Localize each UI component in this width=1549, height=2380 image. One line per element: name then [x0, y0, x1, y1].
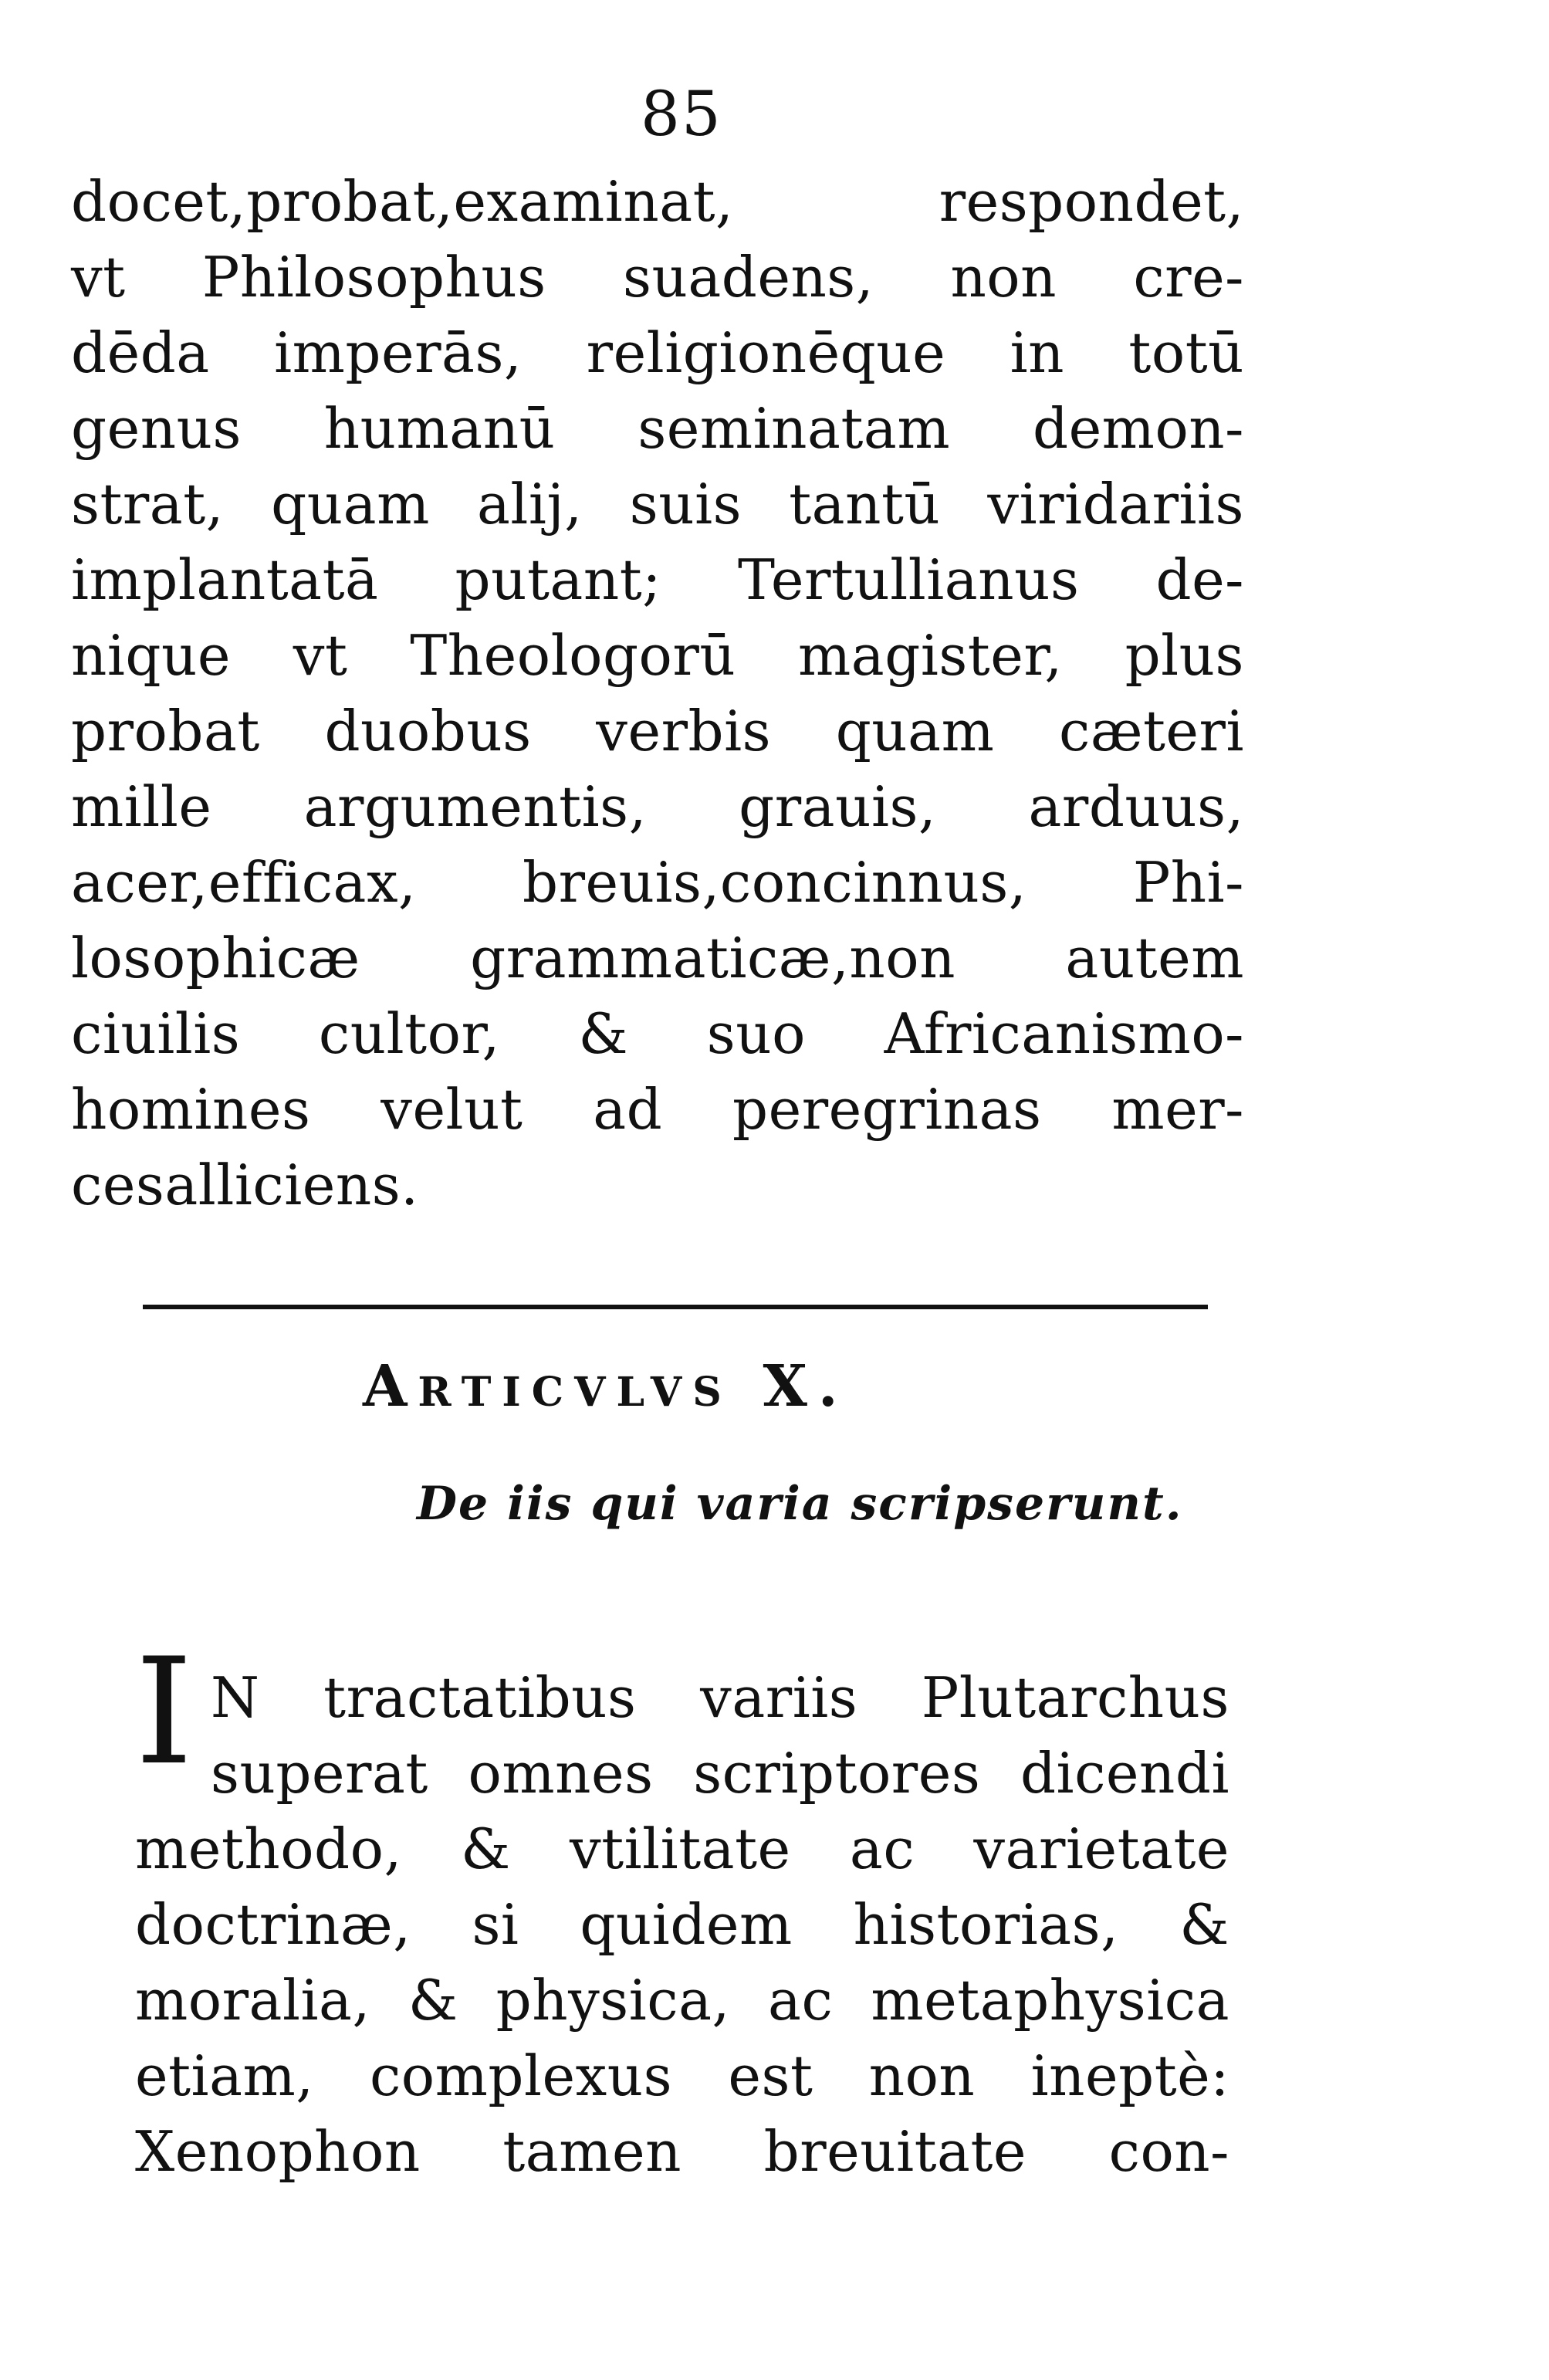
article-subheading: De iis qui varia scripserunt.	[417, 1477, 1183, 1531]
text-line: strat, quam alij, suis tantū viridariis	[71, 472, 1244, 537]
section-divider	[143, 1305, 1208, 1309]
text-line: probat duobus verbis quam cæteri	[71, 699, 1244, 763]
text-line: N tractatibus variis Plutarchus	[211, 1665, 1229, 1730]
text-line: cesalliciens.	[71, 1153, 419, 1217]
text-line: nique vt Theologorū magister, plus	[71, 623, 1244, 688]
text-line: mille argumentis, grauis, arduus,	[71, 774, 1244, 839]
article-paragraph	[135, 1660, 1229, 2189]
text-line: vt Philosophus suadens, non cre-	[71, 245, 1244, 310]
text-line: losophicæ grammaticæ,non autem	[71, 926, 1244, 990]
page-number: 85	[641, 78, 722, 150]
text-line: homines velut ad peregrinas mer-	[71, 1077, 1244, 1142]
text-line: etiam, complexus est non ineptè:	[135, 2043, 1229, 2108]
text-line: moralia, & physica, ac metaphysica	[135, 1968, 1229, 2033]
article-heading: Articvlvs X.	[363, 1353, 849, 1420]
text-line: ciuilis cultor, & suo Africanismo-	[71, 1001, 1244, 1066]
text-line: methodo, & vtilitate ac varietate	[135, 1816, 1229, 1881]
text-line: doctrinæ, si quidem historias, &	[135, 1892, 1229, 1957]
text-line: docet,probat,examinat, respondet,	[71, 169, 1244, 234]
continued-paragraph	[71, 164, 1244, 1223]
text-line: Xenophon tamen breuitate con-	[135, 2119, 1229, 2184]
text-line: superat omnes scriptores dicendi	[211, 1741, 1229, 1806]
text-line: dēda imperās, religionēque in totū	[71, 320, 1244, 385]
text-line: genus humanū seminatam demon-	[71, 396, 1244, 461]
text-line: implantatā putant; Tertullianus de-	[71, 547, 1244, 612]
text-line: acer,efficax, breuis,concinnus, Phi-	[71, 850, 1244, 915]
drop-cap: I	[135, 1627, 194, 1797]
